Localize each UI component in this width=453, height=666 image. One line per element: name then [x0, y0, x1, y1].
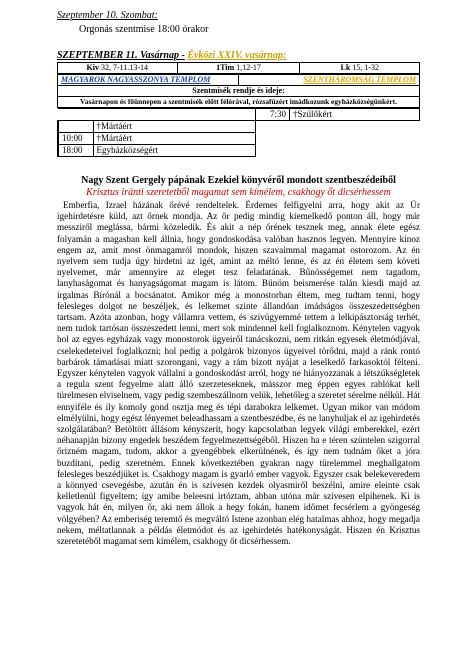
mass-row-3-intention: Egyházközségért [93, 145, 255, 156]
reading-second [177, 63, 300, 74]
mass-row-3-time: 18:00 [59, 145, 94, 156]
schedule-note: Vasárnapon és főünnepen a szentmisék előtt félórával, rózsafüzért imádkozunk egyházközségünkért. [58, 97, 420, 108]
sunday-title: SZEPTEMBER 11. Vasárnap - [57, 50, 185, 61]
reading-second-ref: 1,12-17 [236, 63, 261, 72]
mass-left-empty [58, 109, 256, 121]
mass-row-1-right-empty [256, 121, 420, 133]
reading-second-label: 1Tim [216, 63, 235, 72]
reading-first [58, 63, 178, 74]
mass-row-1-intention-text: †Mártáért [96, 121, 132, 131]
article-body: Emberfia, Izrael házának őrévé rendeltelek. Érdemes felfigyelni arra, hogy akit az Úr igehirdetésre küld, azt őrnek mondja. Az őr pedig mindig kiemelkedő ponton áll, hogy már messziről meglássa, bármi közeledik. És akit a nép őrének tesznek meg, annak élete egész folyamán a magasban kell állnia, hogy gondoskodása valóban hasznos legyen. Mennyire kínoz engem az, amit most önmagamról mondok, hiszen szavaimmal magamat ostorozom. Az én nyelvem sem tudja úgy hirdetni az igét, amint az méltó lenne, és az én életem sem követi nyelvemet, már amennyire az eleget tesz feladatának. Bűnösségemet nem tagadom, lanyhaságomat és hanyagságomat magam is látom. Bűnöm beismerése talán kiesdi majd az irgalmas Bírónál a bocsánatot. Amikor még a monostorban éltem, meg tudtam tenni, hogy felesleges dolgot ne beszéljek, és lelkemet szinte állandóan imádságos összeszedettségben tartsam. Azóta azonban, hogy vállamra vettem, és szívügyemmé tettem a lelkipásztorság terhét, nem tudok tartósan összeszedett lenni, mert sok mindennel kell foglalkoznom. Kénytelen vagyok hol az egyes egyházak vagy monostorok ügyeiről tanácskozni, nem ritkán egyesek életmódjával, cselekedeteivel foglalkozni; hol pedig a polgárok bizonyos ügyeivel törődni, majd a ránk rontó barbárok támadásai miatt szorongani, vagy a rám bízott nyájat a leselkedő farkasoktól félteni. Egyszer kénytelen vagyok vállalni a gondoskodást arról, hogy ne hiányozzanak a létszükségletek a regula szent fegyelme alatt álló szerzeteseknek, másszor meg éppen egyes rablókat kell türelmesen elviselnem, vagy pedig szembeszállnom velük, lehetőleg a szeretet sérelme nélkül. Hát ennyiféle és ily komoly gond osztja meg és tépi darabokra lelkemet. Ugyan mikor van módom elmélyülni, hogy egész lényemet beleadhassam a szentbeszédbe, és ne lanyhuljak el az igehirdetés szolgálatában? Betöltött állásom kényszerít, hogy kapcsolatban legyek világi emberekkel, ezért néhanapján bizony engedek beszédem fegyelmezettségéből. Hiszen ha e téren szüntelen szigorral őrizném magam, tudom, akkor a gyengébbek elkerülnének, és így nem tudnám őket a jóra buzdítani, pedig szeretném. Ennek következtében gyakran nagy türelemmel meghallgatom felesleges beszédjüket is. Csakhogy magam is gyarló ember vagyok. Egyszer csak belekeveredem a könnyed csevegésbe, azután én is szívesen kezdek olyasmiről beszélni, amire eleinte csak kelletlenül figyeltem; így amibe beleesni irtóztam, abban utóna már szívesen elpihenek. Ki is vagyok hát én, milyen őr, aki nem állok a hegy fokán, hanem időmet fecsérlem a gyöngeség völgyében? Az emberiség teremtő és megváltó Istene azonban elég hatalmas ahhoz, hogy megadja nekem, méltatlannak a példás életmódot és az igehirdetés hatékonyságát. Hiszen én Krisztus szeretetéből magamat sem kímélem, csakhogy őt dicsérhessem. [57, 200, 420, 547]
church-right: SZENTHÁROMSÁG TEMPLOM [239, 75, 420, 86]
mass-row-1-intention [93, 121, 255, 132]
mass-right-time: 7:30 [256, 109, 290, 121]
saturday-title: Szeptember 10. Szombat: [57, 10, 158, 21]
readings-table [57, 62, 420, 74]
schedule-header: Szentmisék rendje és ideje: [58, 86, 420, 97]
mass-row-1-time [59, 121, 94, 132]
churches-table [57, 74, 420, 108]
reading-gospel [300, 63, 420, 74]
mass-row-3-right-empty [256, 145, 420, 157]
saturday-mass: Orgonás szentmise 18:00 órakor [79, 24, 209, 35]
sunday-heading [57, 50, 420, 62]
reading-first-label: Kiv [86, 63, 99, 72]
sunday-liturgical-name: Évközi XXIV. vasárnap: [187, 50, 287, 61]
mass-row-2 [58, 133, 256, 145]
mass-right-intention: †Szülőkért [290, 109, 420, 121]
article-subtitle: Krisztus iránti szeretetből magamat sem kímélem, csakhogy őt dicsérhessem [86, 187, 391, 198]
mass-row-1 [58, 121, 256, 133]
mass-row-2-intention: †Mártáért [93, 133, 255, 144]
mass-times-table [57, 108, 420, 157]
church-left: MAGYAROK NAGYASSZONYA TEMPLOM [58, 75, 239, 86]
mass-row-2-right-empty [256, 133, 420, 145]
reading-gospel-label: Lk [340, 63, 351, 72]
mass-row-3 [58, 145, 256, 157]
reading-first-ref: 32, 7-11.13-14 [100, 63, 148, 72]
article-title: Nagy Szent Gergely pápának Ezekiel könyvéről mondott szentbeszédeiből [81, 175, 396, 186]
mass-row-2-time: 10:00 [59, 133, 94, 144]
reading-gospel-ref: 15, 1-32 [352, 63, 379, 72]
